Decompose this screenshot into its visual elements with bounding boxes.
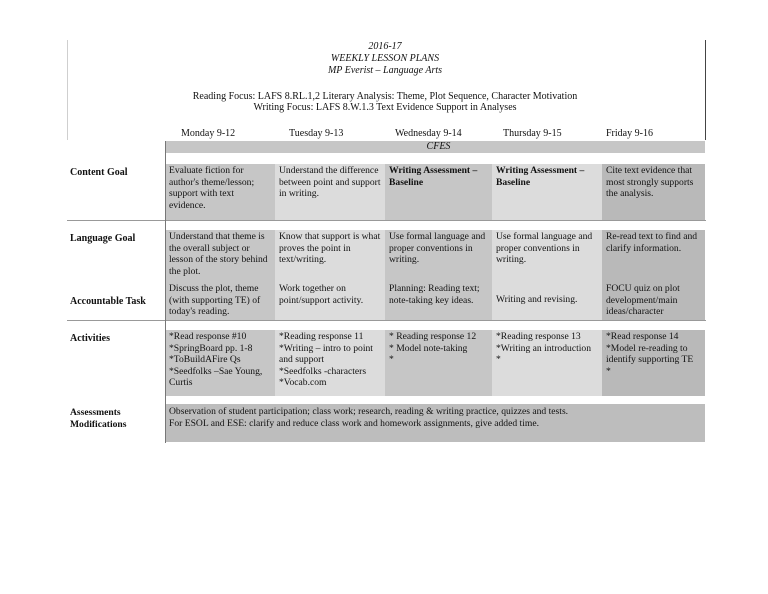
day-header-tuesday: Tuesday 9-13 [289, 128, 344, 139]
day-header-monday: Monday 9-12 [181, 128, 236, 139]
list-item: *ToBuildAFire Qs [169, 354, 241, 366]
accountable-task-monday: Discuss the plot, theme (with supporting TE) of today's reading. [165, 282, 275, 320]
assessments-modifications-cell [165, 404, 705, 442]
frame-left-border [67, 40, 68, 140]
list-item: *Writing an introduction [496, 342, 592, 354]
list-item: * [496, 354, 501, 366]
activities-wednesday [385, 330, 492, 396]
row-label-assessments: Assessments [70, 407, 121, 418]
row-label-activities: Activities [70, 333, 110, 344]
activities-friday [602, 330, 705, 396]
list-item: *Read response 14 [606, 331, 679, 342]
list-item: * [389, 354, 394, 366]
content-goal-friday: Cite text evidence that most strongly supports the analysis. [602, 164, 705, 220]
language-goal-monday: Understand that theme is the overall subject or lesson of the story behind the plot. [165, 230, 275, 282]
cfes-band-right [492, 141, 705, 153]
accountable-task-tuesday: Work together on point/support activity. [275, 282, 385, 320]
row-label-language-goal: Language Goal [70, 233, 136, 244]
document-header [70, 41, 700, 77]
list-item: *Reading response 11 [279, 331, 364, 342]
document-title: WEEKLY LESSON PLANS [330, 53, 440, 64]
list-item: *SpringBoard pp. 1-8 [169, 342, 253, 354]
row-label-accountable-task: Accountable Task [70, 296, 146, 307]
list-item: * Reading response 12 [389, 331, 477, 342]
language-goal-thursday: Use formal language and proper conventions in writing. [492, 230, 602, 282]
list-item: * Model note-taking [389, 342, 468, 354]
day-header-friday: Friday 9-16 [606, 128, 653, 139]
content-goal-thursday: Writing Assessment – Baseline [492, 164, 602, 220]
column-divider [165, 141, 166, 443]
activities-monday [165, 330, 275, 396]
language-goal-tuesday: Know that support is what proves the point in text/writing. [275, 230, 385, 282]
writing-focus: Writing Focus: LAFS 8.W.1.3 Text Evidence Support in Analyses [253, 102, 517, 113]
accountable-task-thursday: Writing and revising. [492, 282, 602, 320]
content-goal-wednesday: Writing Assessment – Baseline [385, 164, 492, 220]
assessments-text: Observation of student participation; class work; research, reading & writing practice, quizzes and tests. [169, 406, 569, 417]
list-item: * [606, 365, 611, 377]
list-item: *Seedfolks -characters [279, 365, 367, 377]
accountable-task-friday: FOCU quiz on plot development/main ideas/character [602, 282, 705, 320]
focus-standards [70, 91, 700, 113]
row-label-modifications: Modifications [70, 419, 127, 430]
row-divider [67, 320, 706, 321]
language-goal-friday: Re-read text to find and clarify information. [602, 230, 705, 282]
list-item: *Model re-reading to identify supporting TE [606, 342, 694, 366]
language-goal-wednesday: Use formal language and proper conventions in writing. [385, 230, 492, 282]
activities-tuesday [275, 330, 385, 396]
list-item: *Seedfolks –Sae Young, Curtis [169, 365, 263, 389]
teacher-subject: MP Everist – Language Arts [327, 65, 443, 76]
frame-right-border [705, 40, 706, 140]
cfes-label: CFES [385, 141, 492, 153]
content-goal-monday: Evaluate fiction for author's theme/lesson; support with text evidence. [165, 164, 275, 220]
day-header-thursday: Thursday 9-15 [503, 128, 562, 139]
cfes-band-left [165, 141, 385, 153]
day-header-wednesday: Wednesday 9-14 [395, 128, 462, 139]
list-item: *Read response #10 [169, 331, 247, 342]
list-item: *Vocab.com [279, 377, 327, 389]
content-goal-tuesday: Understand the difference between point and support in writing. [275, 164, 385, 220]
list-item: *Reading response 13 [496, 331, 581, 342]
reading-focus: Reading Focus: LAFS 8.RL.1,2 Literary Analysis: Theme, Plot Sequence, Character Motivation [192, 91, 578, 102]
list-item: *Writing – intro to point and support [279, 342, 373, 366]
accountable-task-wednesday: Planning: Reading text; note-taking key ideas. [385, 282, 492, 320]
activities-thursday [492, 330, 602, 396]
school-year: 2016-17 [368, 41, 402, 52]
modifications-text: For ESOL and ESE: clarify and reduce class work and homework assignments, give added time. [169, 418, 539, 429]
row-divider [67, 220, 706, 221]
row-label-content-goal: Content Goal [70, 167, 128, 178]
